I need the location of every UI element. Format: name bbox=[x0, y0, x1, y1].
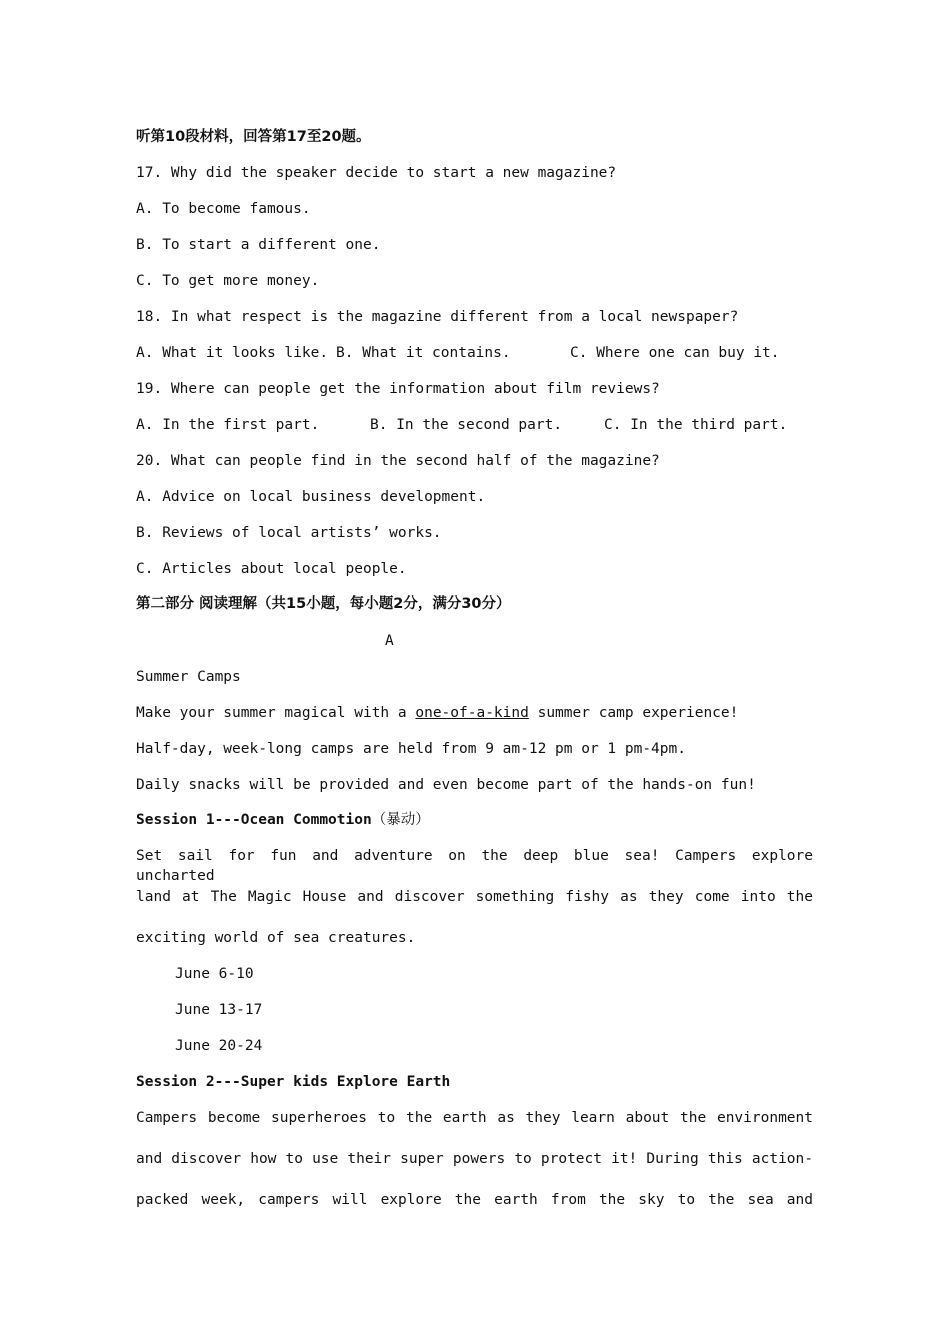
session-1-heading-line bbox=[136, 810, 430, 830]
q19-option-b: B. In the second part. bbox=[370, 417, 563, 433]
session-1-date-3: June 20-24 bbox=[175, 1038, 263, 1054]
intro-text-after: summer camp experience! bbox=[528, 705, 739, 721]
underlined-word: one-of-a-kind bbox=[415, 705, 529, 721]
reading-part-heading: 第二部分 阅读理解（共15小题，每小题2分，满分30分） bbox=[136, 596, 511, 612]
session-2-paragraph-line-1: Campers become superheroes to the earth as they learn about the environment bbox=[136, 1110, 813, 1126]
snacks-line: Daily snacks will be provided and even become part of the hands-on fun! bbox=[136, 777, 756, 793]
q20-option-c: C. Articles about local people. bbox=[136, 561, 407, 577]
q18-option-a: A. What it looks like. bbox=[136, 345, 329, 361]
q18-options-row bbox=[136, 343, 816, 363]
question-17: 17. Why did the speaker decide to start a new magazine? bbox=[136, 165, 617, 181]
question-20: 20. What can people find in the second half of the magazine? bbox=[136, 453, 660, 469]
session-1-paragraph-line-3: exciting world of sea creatures. bbox=[136, 930, 416, 946]
question-19: 19. Where can people get the information about film reviews? bbox=[136, 381, 660, 397]
passage-label: A bbox=[385, 633, 394, 649]
listening-section-heading: 听第10段材料，回答第17至20题。 bbox=[136, 129, 371, 145]
q18-option-c: C. Where one can buy it. bbox=[570, 345, 780, 361]
q20-option-a: A. Advice on local business development. bbox=[136, 489, 486, 505]
session-2-heading: Session 2---Super kids Explore Earth bbox=[136, 1074, 451, 1090]
session-1-date-2: June 13-17 bbox=[175, 1002, 263, 1018]
session-1-heading-note: （暴动） bbox=[371, 812, 430, 828]
q20-option-b: B. Reviews of local artists’ works. bbox=[136, 525, 442, 541]
q18-option-b: B. What it contains. bbox=[336, 345, 511, 361]
session-2-paragraph-line-2: and discover how to use their super powers to protect it! During this action- bbox=[136, 1151, 813, 1167]
q19-option-a: A. In the first part. bbox=[136, 417, 320, 433]
session-1-heading: Session 1---Ocean Commotion bbox=[136, 812, 372, 828]
intro-text-before: Make your summer magical with a bbox=[136, 705, 416, 721]
session-1-paragraph-line-1: Set sail for fun and adventure on the deep blue sea! Campers explore uncharted bbox=[136, 848, 813, 884]
question-18: 18. In what respect is the magazine different from a local newspaper? bbox=[136, 309, 739, 325]
q17-option-c: C. To get more money. bbox=[136, 273, 320, 289]
intro-line bbox=[136, 703, 738, 723]
q19-options-row bbox=[136, 415, 816, 435]
passage-title: Summer Camps bbox=[136, 669, 241, 685]
camp-hours-line: Half-day, week-long camps are held from 9 am-12 pm or 1 pm-4pm. bbox=[136, 741, 686, 757]
session-1-paragraph-line-2: land at The Magic House and discover something fishy as they come into the bbox=[136, 889, 813, 905]
q17-option-a: A. To become famous. bbox=[136, 201, 311, 217]
q17-option-b: B. To start a different one. bbox=[136, 237, 381, 253]
session-1-date-1: June 6-10 bbox=[175, 966, 254, 982]
session-2-paragraph-line-3: packed week, campers will explore the earth from the sky to the sea and bbox=[136, 1192, 813, 1208]
q19-option-c: C. In the third part. bbox=[604, 417, 788, 433]
